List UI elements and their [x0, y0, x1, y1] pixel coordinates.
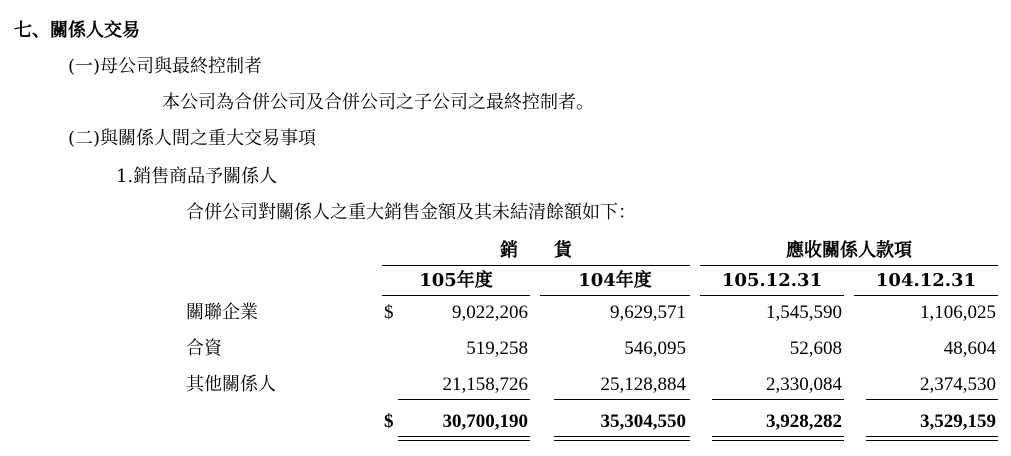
section-title: 七、關係人交易: [14, 20, 140, 41]
group-header-sales: 銷 貨: [500, 240, 572, 261]
total-double-underline: [866, 440, 998, 441]
column-underline: [540, 295, 690, 296]
cell-value: 519,258: [466, 338, 528, 359]
cell-value: 9,022,206: [452, 302, 528, 323]
subsection-2-title: (二)與關係人間之重大交易事項: [68, 128, 317, 149]
currency-sign: $: [384, 302, 394, 323]
total-double-underline: [712, 436, 844, 437]
total-double-underline: [554, 436, 690, 437]
cell-value: 1,106,025: [920, 302, 996, 323]
subsection-1-body: 本公司為合併公司及合併公司之子公司之最終控制者。: [162, 92, 594, 113]
cell-value: 2,330,084: [766, 374, 842, 395]
cell-value: 546,095: [624, 338, 686, 359]
subtotal-underline: [712, 399, 844, 400]
group-header-receivable: 應收關係人款項: [786, 240, 912, 261]
total-currency-sign: $: [384, 411, 394, 432]
item-1-intro: 合併公司對關係人之重大銷售金額及其未結清餘額如下：: [186, 202, 636, 223]
column-header-105-year: 105年度: [419, 270, 493, 291]
cell-value: 2,374,530: [920, 374, 996, 395]
total-double-underline: [866, 436, 998, 437]
total-double-underline: [712, 440, 844, 441]
subsection-1-title: (一)母公司與最終控制者: [68, 56, 263, 77]
column-header-104-12-31: 104.12.31: [875, 270, 977, 291]
column-header-105-12-31: 105.12.31: [721, 270, 823, 291]
total-value: 3,529,159: [920, 411, 996, 432]
total-double-underline: [398, 440, 530, 441]
subtotal-underline: [554, 399, 690, 400]
subtotal-underline: [866, 399, 998, 400]
total-double-underline: [554, 440, 690, 441]
total-value: 30,700,190: [442, 411, 528, 432]
column-underline: [700, 295, 844, 296]
row-label-joint-venture: 合資: [186, 338, 222, 359]
column-underline: [854, 295, 998, 296]
cell-value: 9,629,571: [610, 302, 686, 323]
row-label-associates: 關聯企業: [186, 302, 258, 323]
row-label-other-related: 其他關係人: [186, 374, 276, 395]
subtotal-underline: [398, 399, 530, 400]
total-double-underline: [398, 436, 530, 437]
cell-value: 1,545,590: [766, 302, 842, 323]
column-header-104-year: 104年度: [578, 270, 652, 291]
column-underline: [382, 295, 530, 296]
cell-value: 48,604: [943, 338, 996, 359]
total-value: 35,304,550: [600, 411, 686, 432]
group-sales-underline: [382, 265, 690, 266]
group-receivable-underline: [700, 265, 998, 266]
cell-value: 25,128,884: [600, 374, 686, 395]
total-value: 3,928,282: [766, 411, 842, 432]
cell-value: 21,158,726: [442, 374, 528, 395]
item-1-title: 1.銷售商品予關係人: [116, 166, 278, 187]
cell-value: 52,608: [789, 338, 842, 359]
